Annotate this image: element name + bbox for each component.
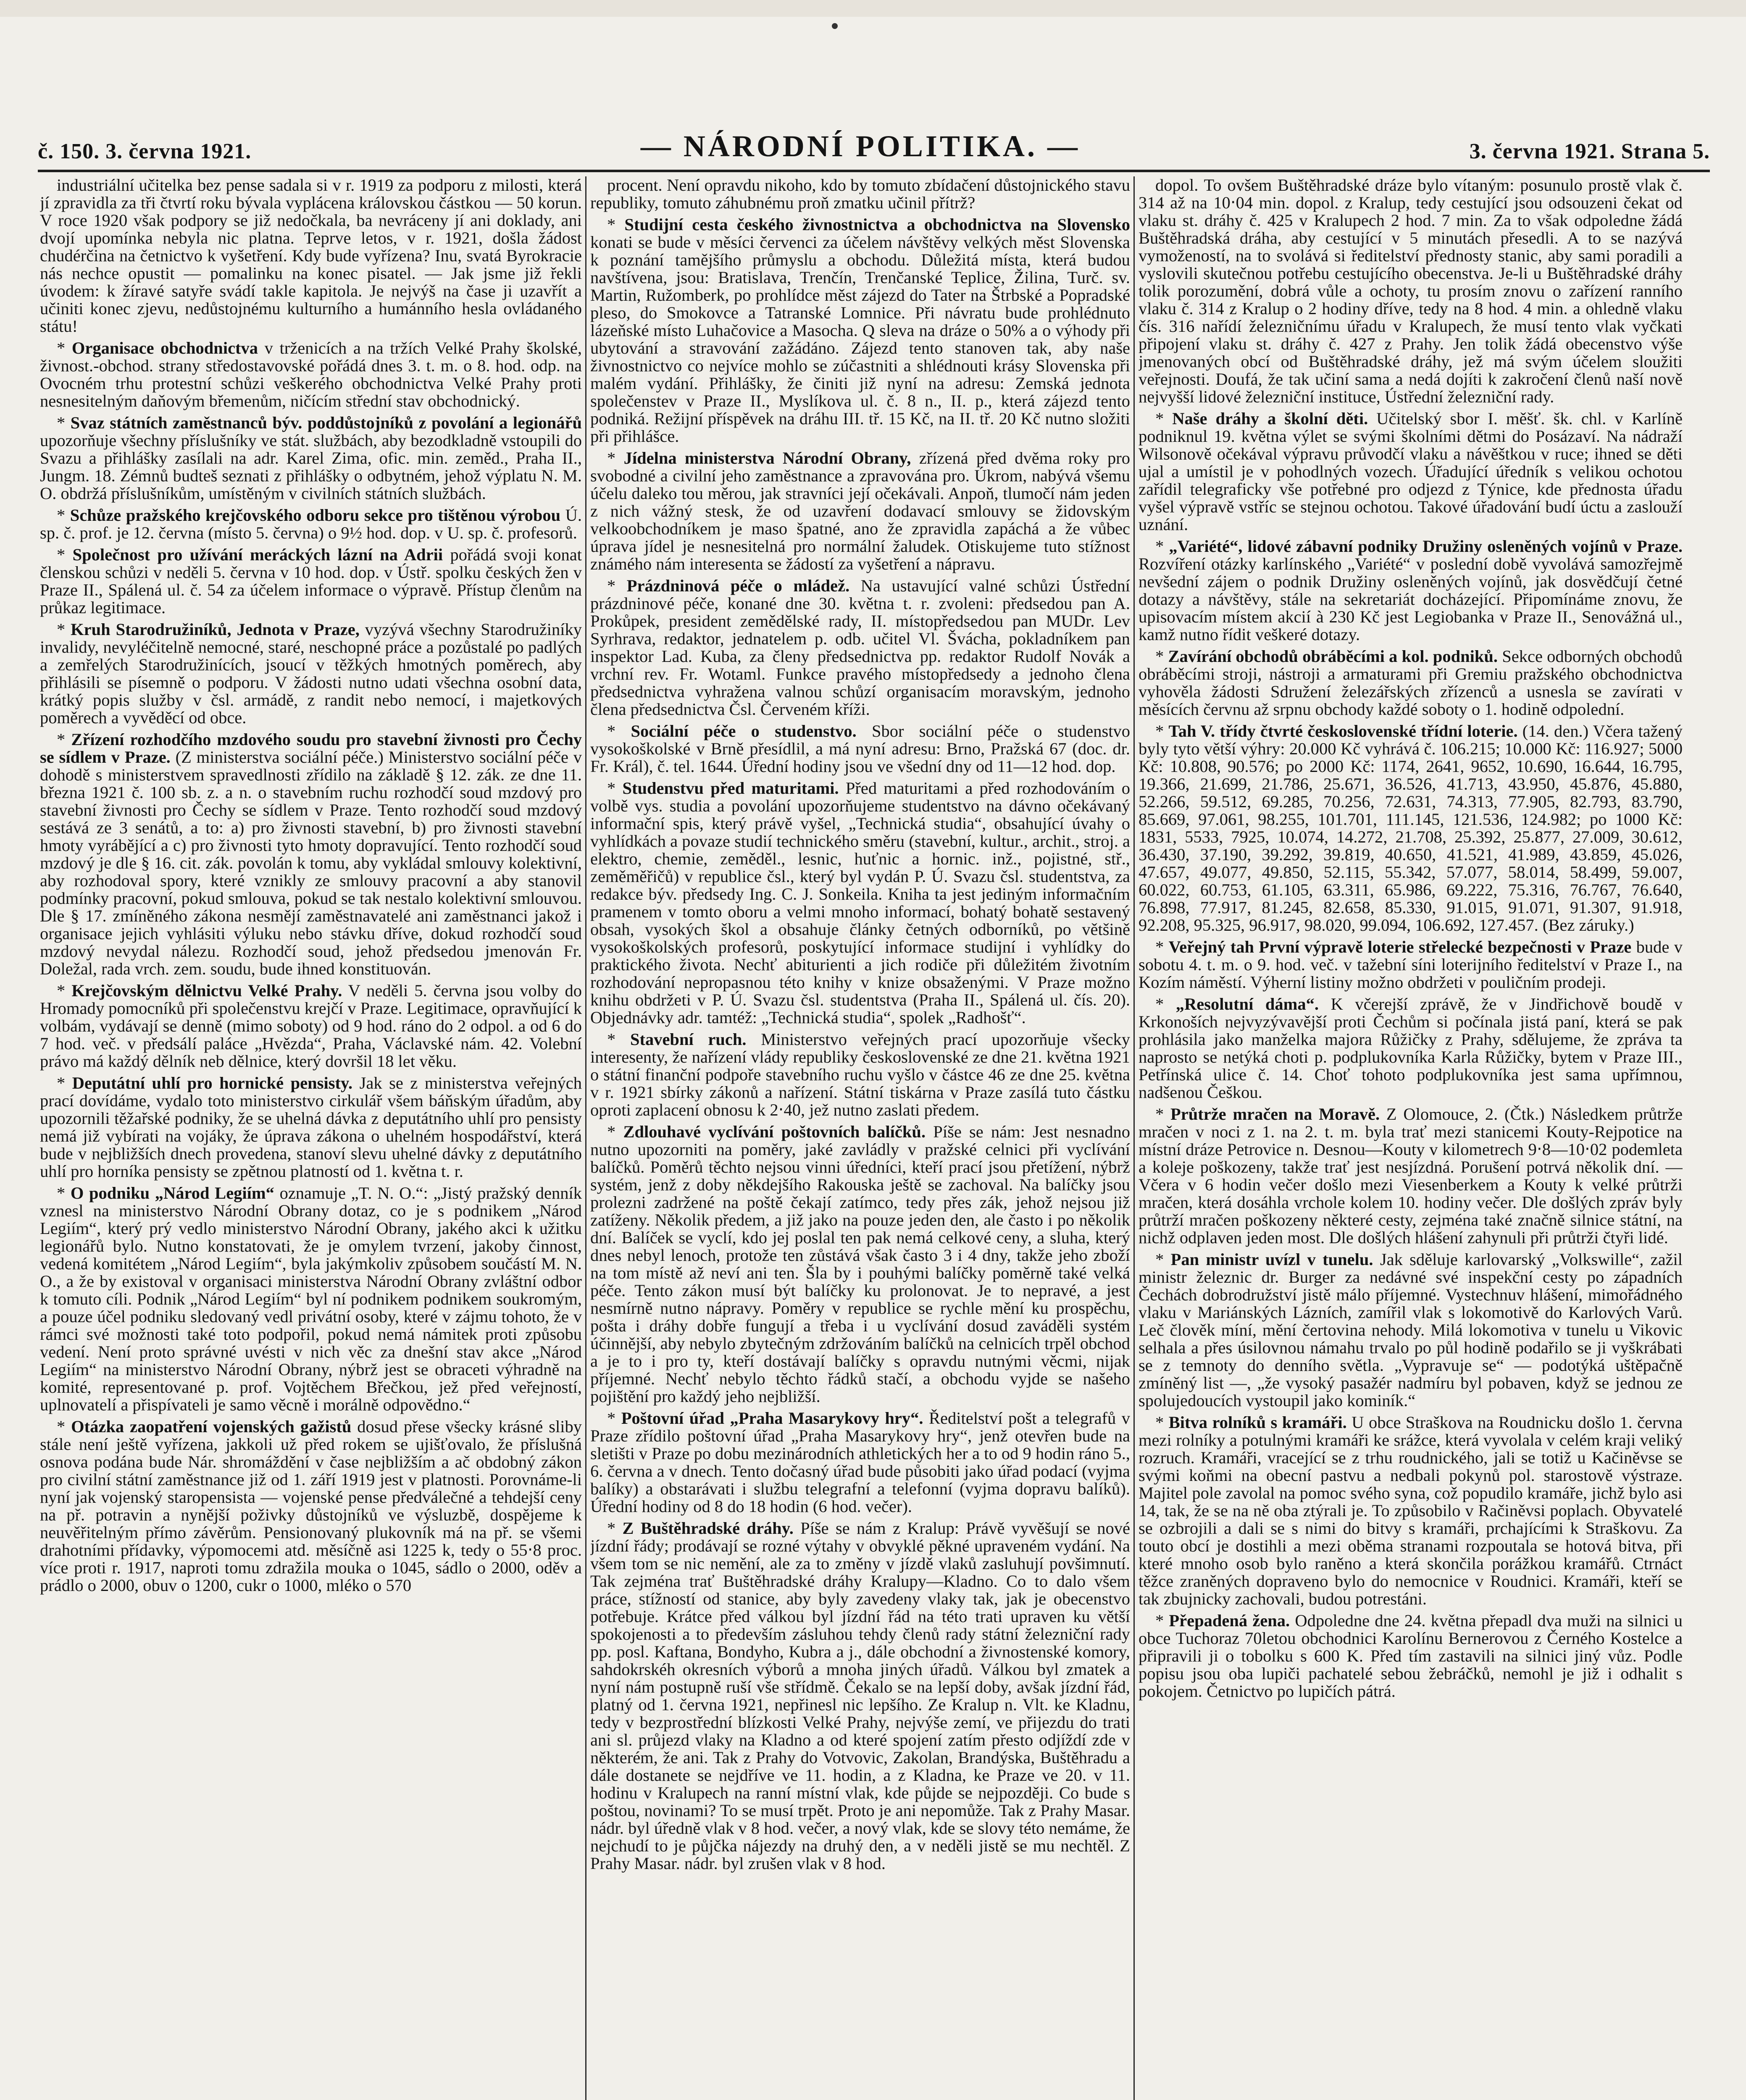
news-text: zřízená před dvěma roky pro svobodné a civilní jeho zaměstnance a zpravována pro. Úkrom, nabývá všemu účelu daleko tou měrou, jak stravníci její očekávali. Anpoň, tlumočí nám jeden z nich vážný stesk, že od uzavření dodavací smlouvy se židovským velkoobchodníkem je maso špatné, ano že zpravidla zapáchá a že vůbec úprava jídel je nesnesitelná pro normální žaludek. Otiskujeme tuto stížnost známého nám interesenta se žádostí za vyšetření a nápravu. (590, 449, 1130, 573)
news-text: dopol. To ovšem Buštěhradské dráze bylo vítaným: posunulo prostě vlak č. 314 až na 10‧04 min. dopol. z Kralup, tedy cestující jsou odsouzeni čekat od vlaku st. dráhy č. 425 v Kralupech 2 hod. 7 min. Za to však odpoledne žádá Buštěhradská dráha, aby cestující v 5 minutách přesedli. A to se nazývá vymožeností, na to svolává si ředitelství přednosty stanic, aby sami poradili a vyslovili skutečnou potřebu cestujícího obecenstva. Je-li u Buštěhradské dráhy tolik porozumění, dobrá vůle a ochoty, tu prosím znovu o zařízení ranního vlaku č. 314 z Kralup o 2 hodiny dříve, tedy na 8 hod. 4 min. a ohledně vlaku čís. 316 nařídí železničnímu úřadu v Kralupech, že musí tento vlak vyčkati připojení vlaku st. dráhy č. 427 z Prahy. Jen tolik žádá obecenstvo výše jmenovaných obcí od Buštěhradské dráhy, jež má svým účelem sloužiti veřejnosti. Doufá, že tak učiní sama a nedá dojíti k zakročení členů naší nově nejvyšší lidové železniční instituce, Ústřední železniční rady. (1139, 176, 1683, 406)
news-headline: Přepadená žena. (1169, 1611, 1290, 1630)
news-paragraph: * Krejčovským dělnictvu Velké Prahy. V neděli 5. června jsou volby do Hromady pomocníků při společenstvu krejčí v Praze. Legitimace, opravňující k volbám, vydávají se denně (mimo soboty) od 9 hod. ráno do 2 odpol. a od 6 do 7 hod. več. v předsálí paláce „Hvězda“, Praha, Václavské nám. 42. Volební právo má každý dělník neb dělnice, který dovršil 18 let věku. (40, 981, 582, 1071)
news-headline: Jídelna ministerstva Národní Obrany, (623, 449, 911, 467)
header-issue-date: č. 150. 3. června 1921. (38, 139, 252, 163)
news-text: Ředitelství pošt a telegrafů v Praze zřídilo poštovní úřad „Praha Masarykovy hry“, jenž otevřen bude na sletišti v Praze po dobu mezinárodních athletických her a to od 9 hodin ráno 5., 6. června a v dnech. Tento dočasný úřad bude působiti jako úřad podací (vyjma balíky) a obstarávati i službu telegrafní a telefonní (vyjma dopravu balíků). Úřední hodiny od 8 do 18 hodin (6 hod. večer). (590, 1409, 1130, 1516)
news-item (40, 982, 582, 1070)
news-paragraph: * Společnost pro užívání meráckých lázní na Adrii pořádá svoji konat členskou schůzi v neděli 5. června v 10 hod. dop. v Ústř. spolku českých žen v Praze II., Spálená ul. č. 54 za účelem informace o výpravě. Přístup členům na průkaz legitimace. (40, 545, 582, 617)
news-paragraph (590, 176, 1130, 212)
news-text: Na ustavující valné schůzi Ústřední prázdninové péče, konané dne 30. května t. r. zvoleni: předsedou pan A. Prokůpek, president zemědělské rady, II. místopředsedou pan MUDr. Lev Syrhrava, redaktor, jednatelem p. odb. učitel Vl. Švácha, pokladníkem pan inspektor Lad. Kuba, za členy předsednictva pp. redaktor Rudolf Novák a vrchní rev. Fr. Wotaml. Funkce pravého místopředsedy a jednoho člena předsednictva vyhražena valnou schůzí organisacím moravským, jednoho člena předsednictva Čsl. Červeném kříži. (590, 576, 1130, 719)
news-text: (Z ministerstva sociální péče.) Ministerstvo sociální péče v dohodě s ministerstvem spravedlnosti zřídilo na základě § 12. zák. ze dne 11. března 1921 č. 100 sb. z. a n. o stavebním ruchu rozhodčí soud mzdový pro stavební živnosti pro Čechy se sídlem v Praze. Tento rozhodčí soud mzdový sestává ze 3 senátů, a to: a) pro živnosti stavební, b) pro živnosti stavební hmoty vyrábějící a c) pro živnosti tyto hmoty dopravující. Tento rozhodčí soud mzdový je dle § 16. cit. zák. povolán k tomu, aby vykládal smlouvy kolektivní, aby rozhodoval spory, které vznikly ze smlouvy pracovní a aby stanovil podmínky pracovní, pokud smlouva, pokud se tak nestalo kolektivní smlouvou. Dle § 17. zmíněného zákona nesmějí zaměstnavatelé ani zaměstnanci jakož i organisace jejich vyhlásiti výluku nebo stávku dříve, dokud rozhodčí soud mzdový nevydal nálezu. Rozhodčí soud, jehož předsedou jmenován Fr. Doležal, rada vrch. zem. soudu, bude ihned konstituován. (40, 748, 582, 978)
news-headline: Tah V. třídy čtvrté československé třídní loterie. (1168, 722, 1518, 740)
news-paragraph: * Schůze pražského krejčovského odboru sekce pro tištěnou výrobou Ú. sp. č. prof. je 12. června (místo 5. června) o 9½ hod. dop. v U. sp. č. profesorů. (40, 506, 582, 542)
news-paragraph: * Zdlouhavé vyclívání poštovních balíčků. Píše se nám: Jest nesnadno nutno upozorniti na poměry, jaké zavládly v pražské celnici při vyclívání balíčků. Poměrů těchto nejsou vinni úředníci, kteří prací jsou přetížení, nýbrž systém, jenž z doby někdejšího Rakouska ještě se zachoval. Na balíčky jsou prolezni zadržené na poště čekají zatímco, tedy přes zák, jehož nejsou již zatíženy. Několik předem, a již jako na pouze jeden den, ale často i po několik dní. Balíček se vyclí, kdo jej poslal ten pak nemá celkové ceny, a sluha, který dnes nebyl lenoch, protože ten zůstává však často 3 i 4 dny, takže jeho zboží na tom místě až neví ani ten. Šla by i pouhými balíčky poměrně také velká péče. Tento zákon musí být balíčky ku prolonovat. Je to nepravé, a jest nesmírně nutno nápravy. Poměry v republice se rychle mění ku prospěchu, pošta i dráhy dobře fungují a třeba i u vyclívání dosud zaváděli systém účinnější, aby nebylo zbytečným zdržováním balíčků na celnicích trpěl obchod a je to i pro ty, kteří dostávají balíčky s opravdu nutnými věcmi, nijak příjemné. Nechť nebylo těchto řádků stačí, a obchodu vyjde se našeho pojištění pro každý jeho nejbližší. (590, 1122, 1130, 1406)
news-paragraph: * Tah V. třídy čtvrté československé třídní loterie. (14. den.) Včera tažený byly tyto větší výhry: 20.000 Kč vyhrává č. 106.215; 10.000 Kč: 116.927; 5000 Kč: 10.808, 90.576; po 2000 Kč: 1174, 2641, 9652, 10.690, 16.644, 16.795, 19.366, 21.699, 21.786, 25.671, 36.526, 41.713, 43.950, 45.876, 45.880, 52.266, 59.512, 69.285, 70.256, 72.631, 74.313, 77.905, 82.793, 83.790, 85.669, 97.061, 98.255, 101.701, 111.145, 121.536, 124.982; po 1000 Kč: 1831, 5533, 7925, 10.074, 14.272, 21.708, 25.392, 25.877, 27.009, 30.612, 36.430, 37.190, 39.292, 39.819, 40.650, 41.521, 41.989, 43.859, 45.026, 47.657, 49.077, 49.850, 52.115, 55.342, 57.077, 58.014, 58.499, 59.007, 60.022, 60.753, 61.105, 63.311, 65.986, 69.222, 75.316, 76.767, 76.640, 76.898, 77.917, 81.245, 82.658, 85.330, 91.015, 91.071, 91.307, 91.918, 92.208, 95.325, 96.917, 98.020, 99.094, 106.692, 127.457. (Bez záruky.) (1139, 722, 1683, 934)
news-text: industriální učitelka bez pense sadala si v r. 1919 za podporu z milosti, která jí zpravidla za tři čtvrtí roku bývala vyplácena královskou částkou — 50 korun. V roce 1920 však podpory se již nedočkala, ba nevráceny jí ani doklady, ani dvojí upomínka nebyla nic platna. Teprve letos, v r. 1921, došla žádost chudérčina na četnictvo k vyšetření. Kdy bude vyřízena? Inu, svatá Byrokracie nás nechce opustit — pomalinku na konec pisatel. — Jak jsme již řekli úvodem: k žíravé satyře svádí takle kapitola. Je nejvýš na čase ji uzavřít a učiniti konec zjevu, nedůstojnému kulturního a humánního hesla ovládaného státu! (40, 176, 582, 336)
news-paragraph: * Průtrže mračen na Moravě. Z Olomouce, 2. (Čtk.) Následkem průtrže mračen v noci z 1. na 2. t. m. byla trať mezi stanicemi Kouty-Rejpotice na místní dráze Petrovice n. Desnou—Kouty v kilometrech 9‧8—10‧02 podemleta a koleje poškozeny, takže trať jest nesjízdná. Porušení potrvá několik dní. — Včera v 6 hodin večer došlo mezi Viesenberkem a Kouty k velké průtrži mračen, která dosáhla vrchole kolem 10. hodiny večer. Dle došlých zpráv byly průtrží mračen poškozeny některé cesty, zejména také značně silnice státní, na nichž odplaven jeden most. Dle došlých hlášení zahynuli při průtrži čtyři lidé. (1139, 1105, 1683, 1247)
header-page-number: 3. června 1921. Strana 5. (1469, 139, 1710, 163)
news-headline: O podniku „Národ Legiím“ (70, 1184, 274, 1202)
news-text: procent. Není opravdu nikoho, kdo by tomuto zbídačení důstojnického stavu republiky, tomuto záhubnému proň zmatku učinil přítrž? (590, 176, 1130, 212)
news-item (40, 1184, 582, 1414)
news-paragraph: * O podniku „Národ Legiím“ oznamuje „T. N. O.“: „Jistý pražský denník vznesl na ministerstvo Národní Obrany dotaz, co je s podnikem „Národ Legiím“, který prý vedlo ministerstvo Národní Obrany, jakého akci k užitku legionářů bylo. Nutno konstatovati, že je omylem tvrzení, jakoby činnost, vedená komitétem „Národ Legiím“, byla jakýmkoliv způsobem součástí M. N. O., a že by existoval v organisaci ministerstva Národní Obrany zvláštní odbor k tomuto cíli. Podnik „Národ Legiím“ byl ní podnikem podnikem soukromým, a pouze účel podniku sledovaný vedl privátní osoby, které v zájmu tohoto, že v rámci své možnosti také toto podpořil, pokud nemá námitek proti způsobu vedení. Není proto správné uvésti v nich věc za dnešní stav akce „Národ Legiím“ na ministerstvo Národní Obrany, nýbrž jest se obraceti výhradně na komité, representované p. prof. Vojtěchem Břečkou, jež před veřejností, uplnovatelí a přispívateli je samo věcně i morálně odpovědno.“ (40, 1184, 582, 1414)
news-headline: Pan ministr uvízl v tunelu. (1170, 1250, 1373, 1269)
column-3 (1139, 176, 1683, 2100)
news-paragraph: * Otázka zaopatření vojenských gažistů dosud přese všecky krásné sliby stále není ještě vyřízena, jakkoli už před rokem se ujišťovalo, že příslušná osnova podána bude Nár. shromáždění v čase nejbližším a ač obdobný zákon pro civilní státní zaměstnance již od 1. září 1919 jest v platnosti. Porovnáme-li nyní jak vojenský staropensista — vojenské pense předválečné a tehdejší ceny na př. potravin a nynější poživky důstojníků ve výsluzbě, dospějeme k neuvěřitelným přímo závěrům. Pensionovaný plukovník má na př. se všemi drahotními přídavky, výpomocemi atd. měsíčně asi 1225 k, tedy o 55‧8 proc. více proti r. 1917, naproti tomu zdražila mouka o 1045, sádlo o 2000, oděv a prádlo o 2000, obuv o 1200, cukr o 1000, mléko o 570 (40, 1417, 582, 1595)
news-paragraph: * Studenstvu před maturitami. Před maturitami a před rozhodováním o volbě vys. studia a povolání upozorňujeme studentstvo na dávno očekávaný informační spis, který právě vyšel, „Technická studia“, obsahující úvahy o vyhlídkách a povaze studií technického směru (stavební, kultur., archit., stroj. a elektro, chemie, zeměděl., lesnic, huťnic a hornic. inž., pojistné, stř., zeměměřičů) v republice čsl., který byl vydán P. Ú. Svazu čsl. studentstva, za redakce býv. předsedy Ing. C. J. Sonkeila. Kniha ta jest jediným informačním pramenem v tomto oboru a velmi mnoho informací, bohatý bohatě sestavený obsah, vysokých škol a obsahuje články četných odborníků, po většině vysokoškolských profesorů, poskytující informace studijní i vyhlídky do praktického života. Nechť abiturienti a jich rodiče při důležitém životním rozhodování nepropasnou této knihy v knize obsaženými. V Praze možno knihu obdržeti v P. Ú. Svazu čsl. studentstva (Praha II., Spálená ul. čís. 20). Objednávky adr. tamtéž: „Technická studia“, spolek „Radhošť“. (590, 779, 1130, 1027)
news-headline: Průtrže mračen na Moravě. (1170, 1105, 1380, 1124)
news-text: V neděli 5. června jsou volby do Hromady pomocníků při společenstvu krejčí v Praze. Legitimace, opravňující k volbám, vydávají se denně (mimo soboty) od 9 hod. ráno do 2 odpol. a od 6 do 7 hod. več. v předsálí paláce „Hvězda“, Praha, Václavské nám. 42. Volební právo má každý dělník neb dělnice, který dovršil 18 let věku. (40, 981, 582, 1071)
news-headline: Studenstvu před maturitami. (622, 779, 839, 798)
news-headline: Krejčovským dělnictvu Velké Prahy. (71, 981, 342, 1000)
news-item (1139, 176, 1683, 406)
news-item (590, 577, 1130, 718)
news-text: Ministerstvo veřejných prací upozorňuje všecky interesenty, že nařízení vlády republiky československé ze dne 21. května 1921 o státní finanční podpoře stavebního ruchu vyšlo v částce 46 ze dne 25. května v r. 1921 sbírky zákonů a nařízení. Státní tiskárna v Praze zasílá tuto částku oproti zaplacení obnosu k 2‧40, jež nutno zaslati předem. (590, 1030, 1130, 1119)
news-text: Jak sděluje karlovarský „Volkswille“, zažil ministr železnic dr. Burger za nedávné své inspekční cesty po západních Čechách dobrodružství jistě málo příjemné. Vystechnuv hlášení, mimořádného vlaku v Mariánských Lázních, zamířil vlak s lokomotivě do Karlových Varů. Leč člověk míní, mění čertovina nehody. Milá lokomotiva v tunelu u Vikovic selhala a přes úsilovnou námahu trvalo po půl hodině podařilo se ji vyškrábati se z temnoty do denního světla. „Vypravuje se“ — podotýká uštěpačně zmíněný list —, „že vysoký pasažér nadmíru byl pobaven, když se jednou ze spolujedoucích vystoupil jako kominík.“ (1139, 1250, 1683, 1410)
page-header (38, 126, 1710, 172)
news-paragraph: * Sociální péče o studenstvo. Sbor sociální péče o studenstvo vysokoškolské v Brně přesídlil, a má nyní adresu: Brno, Pražská 67 (doc. dr. Fr. Král), č. tel. 1644. Úřední hodiny jsou ve všední dny od 11—12 hod. dop. (590, 722, 1130, 776)
news-headline: Otázka zaopatření vojenských gažistů (71, 1417, 352, 1436)
news-text: vyzývá všechny Starodružiníky invalidy, nevyléčitelně nemocné, staré, neschopné práce a pozůstalé po padlých a zemřelých Starodružinících, jsoucí v těžkých hmotných poměrech, aby přihlásili se písemně o podporu. V žádosti nutno udati všechna osobní data, krátký popis služby v čsl. armádě, z randit nebo nemocí, i majetkových poměrech a vyvěděcí od obce. (40, 620, 582, 727)
news-item (1139, 648, 1683, 718)
news-text: dosud přese všecky krásné sliby stále není ještě vyřízena, jakkoli už před rokem se ujišťovalo, že příslušná osnova podána bude Nár. shromáždění v čase nejbližším a ač obdobný zákon pro civilní státní zaměstnance již od 1. září 1919 jest v platnosti. Porovnáme-li nyní jak vojenský staropensista — vojenské pense předválečné a tehdejší ceny na př. potravin a nynější poživky důstojníků ve výsluzbě, dospějeme k neuvěřitelným přímo závěrům. Pensionovaný plukovník má na př. se všemi drahotními přídavky, výpomocemi atd. měsíčně asi 1225 k, tedy o 55‧8 proc. více proti r. 1917, naproti tomu zdražila mouka o 1045, sádlo o 2000, oděv a prádlo o 2000, obuv o 1200, cukr o 1000, mléko o 570 (40, 1417, 582, 1595)
ink-spot (832, 23, 838, 29)
news-headline: Společnost pro užívání meráckých lázní na Adrii (72, 545, 443, 564)
news-item (40, 1418, 582, 1594)
column-2 (590, 176, 1130, 2100)
news-item (590, 216, 1130, 445)
news-item (1139, 410, 1683, 533)
news-item (1139, 722, 1683, 934)
news-text: Píše se nám: Jest nesnadno nutno upozorniti na poměry, jaké zavládly v pražské celnici při vyclívání balíčků. Poměrů těchto nejsou vinni úředníci, kteří prací jsou přetížení, nýbrž systém, jenž z doby někdejšího Rakouska ještě se zachoval. Na balíčky jsou prolezni zadržené na poště čekají zatímco, tedy přes zák, jehož nejsou již zatíženy. Několik předem, a již jako na pouze jeden den, ale často i po několik dní. Balíček se vyclí, kdo jej poslal ten pak nemá celkové ceny, a sluha, který dnes nebyl lenoch, protože ten zůstává však často 3 i 4 dny, takže jeho zboží na tom místě až neví ani ten. Šla by i pouhými balíčky poměrně také velká péče. Tento zákon musí být balíčky ku prolonovat. Je to nepravé, a jest nesmírně nutno nápravy. Poměry v republice se rychle mění ku prospěchu, pošta i dráhy dobře fungují a třeba i u vyclívání dosud zaváděli systém účinnější, aby nebylo zbytečným zdržováním balíčků na celnicích trpěl obchod a je to i pro ty, kteří dostávají balíčky s opravdu nutnými věcmi, nijak příjemné. Nechť nebylo těchto řádků stačí, a obchodu vyjde se našeho pojištění pro každý jeho nejbližší. (590, 1122, 1130, 1406)
news-headline: Poštovní úřad „Praha Masarykovy hry“. (621, 1409, 923, 1428)
news-text: Ú. sp. č. prof. je 12. června (místo 5. června) o 9½ hod. dop. v U. sp. č. profesorů. (40, 506, 582, 542)
news-paragraph: * Naše dráhy a školní děti. Učitelský sbor I. měšť. šk. chl. v Karlíně podniknul 19. května výlet se svými školními dětmi do Posázaví. Na nádraží Wilsonově očekával výpravu průvodčí vlaku a návěštkou v ruce; ihned se děti ujal a umístil je v pohodlných vozech. Úřadující úředník s velikou ochotou zařídil telegraficky vše potřebné pro odjezd z Týnice, kde přednosta úřadu vyšel výpravě vstříc se stejnou ochotou. Takové úřadování budí úctu a zaslouží uznání. (1139, 409, 1683, 534)
news-text: Odpoledne dne 24. května přepadl dva muži na silnici u obce Tuchoraz 70letou obchodnici Karolínu Bernerovou z Černého Kostelce a připravili ji o tobolku s 600 K. Před tím zastavili na silnici jiný vůz. Podle popisu jsou oba lupiči pachatelé sebou žebráčků, nemohl je již i odhalit s pokojem. Četnictvo po lupičích pátrá. (1139, 1611, 1683, 1701)
news-paragraph: * Kruh Starodružiníků, Jednota v Praze, vyzývá všechny Starodružiníky invalidy, nevyléčitelně nemocné, staré, neschopné práce a pozůstalé po padlých a zemřelých Starodružinících, jsoucí v těžkých hmotných poměrech, aby přihlásili se písemně o podporu. V žádosti nutno udati všechna osobní data, krátký popis služby v čsl. armádě, z randit nebo nemocí, i majetkových poměrech a vyvěděcí od obce. (40, 620, 582, 727)
news-item (40, 507, 582, 542)
news-headline: „Resolutní dáma“. (1175, 995, 1319, 1013)
news-text: upozorňuje všechny příslušníky ve stát. službách, aby bezodkladně vstoupili do Svazu a přihlášky zasílali na adr. Karel Zima, ofic. min. zeměd., Praha II., Jungm. 18. Zémnů budteš seznati z přihlášky o odbytném, jehož výplatu N. M. O. obdržá příslušníkům, umístěným v civilních státních službách. (40, 431, 582, 503)
news-paragraph (40, 176, 582, 335)
news-text: U obce Straškova na Roudnicku došlo 1. června mezi rolníky a potulnými kramáři ke srážce, která vyvolala v celém kraji veliký rozruch. Kramáři, vracející se z trhu roudnického, jali se totiž u Kačiněvse se svými koňmi na obecní pastvu a nedbali pokynů pol. starostově výstraze. Majitel pole zavolal na pomoc svého syna, což popudilo kramáře, jichž bylo asi 14, tak, že se na ně oba ztýrali je. To způsobilo v Račiněvsi poplach. Obyvatelé se ozbrojili a dali se s nimi do bitvy s kramáři, prchajícími k Straškovu. Za touto obcí je dostihli a mezi oběma stranami rozpoutala se hotová bitva, při které mnoho osob bylo raněno a která skončila porážkou kramářů. Ctrnáct těžce zraněných dopraveno bylo do nemocnice v Roudnici. Kramáři, kteří se tak zbujnicky zachovali, budou potrestáni. (1139, 1413, 1683, 1608)
news-item (1139, 1105, 1683, 1247)
news-headline: Zdlouhavé vyclívání poštovních balíčků. (623, 1122, 926, 1141)
news-headline: Studijní cesta českého živnostnictva a obchodnictva na Slovensko (624, 215, 1130, 234)
page-edge (0, 0, 1746, 17)
news-item (590, 1123, 1130, 1405)
news-text: Jak se z ministerstva veřejných prací dovídáme, vydalo toto ministerstvo cirkulář všem báňským úřadům, aby upozornili těžařské podniky, že se uhelná dávka z deputátního uhlí pro pensisty nemá již vybírati na vojáky, že úprava zákona o uhelném hospodářství, která bude v nejbližších dnech provedena, stanoví slevu uhelné dávky z deputátního uhlí pro horníka pensisty se zpětnou platností od 1. května t. r. (40, 1074, 582, 1181)
news-headline: Sociální péče o studenstvo. (631, 722, 857, 740)
news-paragraph: * „Resolutní dáma“. K včerejší zprávě, že v Jindřichově boudě v Krkonoších nejvyzývavější proti Čechům si počínala jistá paní, která se pak prohlásila jako manželka majora Růžičky z Prahy, sdělujeme, že zpráva ta naprosto se netýká choti p. podplukovníka Karla Růžičky, bytem v Praze III., Petřínská ulice č. 14. Choť tohoto podplukovníka jest sama upřímnou, nadšenou Češkou. (1139, 995, 1683, 1102)
news-headline: Schůze pražského krejčovského odboru sekce pro tištěnou výrobou (70, 506, 561, 525)
news-item (1139, 1612, 1683, 1700)
news-headline: Bitva rolníků s kramáři. (1168, 1413, 1347, 1432)
news-paragraph: * Organisace obchodnictva v trženicích a na tržích Velké Prahy školské, živnost.-obchod. strany středostavovské pořádá dnes 3. t. m. o 8. hod. odp. na Ovocném trhu protestní schůzi veškerého obchodnictva Velké Prahy proti nesnesitelným daňovým břemenům, ničícím střední stav obchodnický. (40, 339, 582, 410)
news-item (590, 780, 1130, 1026)
news-paragraph: * Zavírání obchodů obráběcími a kol. podniků. Sekce odborných obchodů obráběcími stroji, nástroji a armaturami při Gremiu pražského obchodnictva vyhověla žádosti Sdružení železářských zřízenců a usnesla se zavírati v měsících červnu až srpnu obchody každé soboty o 1. hodině odpolední. (1139, 647, 1683, 719)
news-paragraph: * Zřízení rozhodčího mzdového soudu pro stavební živnosti pro Čechy se sídlem v Praze. (Z ministerstva sociální péče.) Ministerstvo sociální péče v dohodě s ministerstvem spravedlnosti zřídilo na základě § 12. zák. ze dne 11. března 1921 č. 100 sb. z. a n. o stavebním ruchu rozhodčí soud mzdový pro stavební živnosti pro Čechy se sídlem v Praze. Tento rozhodčí soud mzdový sestává ze 3 senátů, a to: a) pro živnosti stavební, b) pro živnosti stavební hmoty vyrábějící a c) pro živnosti tyto hmoty dopravující. Tento rozhodčí soud mzdový je dle § 16. cit. zák. povolán k tomu, aby vykládal smlouvy kolektivní, aby rozhodoval spory, které vznikly ze smlouvy pracovní a aby stanovil podmínky pracovní, pokud smlouva, pokud se tak nestalo kolektivní smlouvou. Dle § 17. zmíněného zákona nesmějí zaměstnavatelé ani zaměstnanci jakož i organisace jejich vyhlásiti výluku nebo stávku dříve, dokud rozhodčí soud mzdový nevydal nálezu. Rozhodčí soud, jehož předsedou jmenován Fr. Doležal, rada vrch. zem. soudu, bude ihned konstituován. (40, 730, 582, 978)
news-item (590, 1520, 1130, 1872)
news-item (590, 1410, 1130, 1515)
news-text: v trženicích a na tržích Velké Prahy školské, živnost.-obchod. strany středostavovské pořádá dnes 3. t. m. o 8. hod. odp. na Ovocném trhu protestní schůzi veškerého obchodnictva Velké Prahy proti nesnesitelným daňovým břemenům, ničícím střední stav obchodnický. (40, 339, 582, 410)
news-item (1139, 1251, 1683, 1410)
news-item (40, 621, 582, 727)
column-divider (1133, 176, 1135, 2100)
news-headline: Organisace obchodnictva (71, 339, 258, 357)
news-paragraph: * Studijní cesta českého živnostnictva a obchodnictva na Slovensko konati se bude v měsíci červenci za účelem návštěvy velkých měst Slovenska k poznání tamějšího průmyslu a obchodu. Důležitá místa, která budou navštívena, jsou: Bratislava, Trenčín, Trenčanské Teplice, Žilina, Turč. sv. Martin, Ružomberk, po prohlídce měst zájezd do Tater na Štrbské a Popradské pleso, do Smokovce a Tatranské Lomnice. Při návratu bude prohlédnuto lázeňské místo Luhačovice a Masocha. Q sleva na dráze o 50% a o výhody při ubytování a stravování zažádáno. Zájezd tento stanoven tak, aby naše živnostnictvo co nejvíce mohlo se zúčastniti a shlédnouti krásy Slovenska při malém vydání. Přihlášky, že činiti již nyní na adresu: Zemská jednota společenstev v Praze II., Myslíkova ul. č. 8 n., II. p., která zájezd tento podniká. Režijní příspěvek na dráhu III. tř. 15 Kč, na II. tř. 20 Kč nutno složiti při přihlášce. (590, 215, 1130, 446)
news-paragraph: * Jídelna ministerstva Národní Obrany, zřízená před dvěma roky pro svobodné a civilní jeho zaměstnance a zpravována pro. Úkrom, nabývá všemu účelu daleko tou měrou, jak stravníci její očekávali. Anpoň, tlumočí nám jeden z nich vážný stesk, že od uzavření dodavací smlouvy se židovským velkoobchodníkem je maso špatné, ano že zpravidla zapáchá a že vůbec úprava jídel je nesnesitelná pro normální žaludek. Otiskujeme tuto stížnost známého nám interesenta se žádostí za vyšetření a nápravu. (590, 449, 1130, 573)
news-text: Učitelský sbor I. měšť. šk. chl. v Karlíně podniknul 19. května výlet se svými školními dětmi do Posázaví. Na nádraží Wilsonově očekával výpravu průvodčí vlaku a návěštkou v ruce; ihned se děti ujal a umístil je v pohodlných vozech. Úřadující úředník s velikou ochotou zařídil telegraficky vše potřebné pro odjezd z Týnice, kde přednosta úřadu vyšel výpravě vstříc se stejnou ochotou. Takové úřadování budí úctu a zaslouží uznání. (1139, 409, 1683, 534)
news-text: (14. den.) Včera tažený byly tyto větší výhry: 20.000 Kč vyhrává č. 106.215; 10.000 Kč: 116.927; 5000 Kč: 10.808, 90.576; po 2000 Kč: 1174, 2641, 9652, 10.690, 16.644, 16.795, 19.366, 21.699, 21.786, 25.671, 36.526, 41.713, 43.950, 45.876, 45.880, 52.266, 59.512, 69.285, 70.256, 72.631, 74.313, 77.905, 82.793, 83.790, 85.669, 97.061, 98.255, 101.701, 111.145, 121.536, 124.982; po 1000 Kč: 1831, 5533, 7925, 10.074, 14.272, 21.708, 25.392, 25.877, 27.009, 30.612, 36.430, 37.190, 39.292, 39.819, 40.650, 41.521, 41.989, 43.859, 45.026, 47.657, 49.077, 49.850, 52.115, 55.342, 57.077, 58.014, 58.499, 59.007, 60.022, 60.753, 61.105, 63.311, 65.986, 69.222, 75.316, 76.767, 76.640, 76.898, 77.917, 81.245, 82.658, 85.330, 91.015, 91.071, 91.307, 91.918, 92.208, 95.325, 96.917, 98.020, 99.094, 106.692, 127.457. (Bez záruky.) (1139, 722, 1683, 934)
news-text: Píše se nám z Kralup: Právě vyvěšují se nové jízdní řády; prodávají se rozné výtahy v obvyklé pěkné upraveném vydání. Na všem tom se nic nemění, ale za to změny v jízdě vlaků zasluhují povšimnutí. Tak zejména trať Buštěhradské dráhy Kralupy—Kladno. Co to dalo všem práce, stížností od stanice, aby byly zavedeny vlaky tak, jak je obecenstvo potřebuje. Krátce před válkou byl jízdní řád na této trati upraven ku větší spokojenosti a to především zásluhou tehdy členů rady státní železniční rady pp. posl. Kaftana, Bondyho, Kubra a j., dále obchodní a živnostenské komory, sahdokrskéh okresních výborů a mnoha jiných úřadů. Válkou byl zmatek a nyní nám postupně ruší vše střídmě. Čekalo se na lepší doby, avšak jízdní řád, platný od 1. června 1921, nepřinesl nic lepšího. Ze Kralup n. Vlt. ke Kladnu, tedy v bezprostřední blízkosti Velké Prahy, nejvýše zemí, ve přijezdu do trati ani sl. průjezd vlaky na Kladno a od které spojení zatím přesto odjíždí zde v některém, že ani. Tak z Prahy do Votvovic, Zakolan, Brandýska, Buštěhradu a dále dostanete se nejdříve ve 11. hodin, a z Kladna, ke Praze ve 20. v 11. hodinu v Kralupech na ranní místní vlak, kde půjde se nejpozději. Co bude s poštou, novinami? To se musí trpět. Proto je ani nepomůže. Tak z Prahy Masar. nádr. byl úředně vlak v 8 hod. večer, a nový vlak, kde se slovy této nemáme, že nejchudí to je půjčka nájezdy na druhý den, a v neděli jistě se mu nechtěl. Z Prahy Masar. nádr. byl zrušen vlak v 8 hod. (590, 1519, 1130, 1873)
news-text: bude v sobotu 4. t. m. o 9. hod. več. v tažební síni loterijního ředitelství v Praze I., na Kozím náměstí. Výherní listiny možno obdržeti v pouličním prodeji. (1139, 937, 1683, 992)
news-text: Před maturitami a před rozhodováním o volbě vys. studia a povolání upozorňujeme studentstvo na dávno očekávaný informační spis, který právě vyšel, „Technická studia“, obsahující úvahy o vyhlídkách a povaze studií technického směru (stavební, kultur., archit., stroj. a elektro, chemie, zeměděl., lesnic, huťnic a hornic. inž., pojistné, stř., zeměměřičů) v republice čsl., který byl vydán P. Ú. Svazu čsl. studentstva, za redakce býv. předsedy Ing. C. J. Sonkeila. Kniha ta jest jediným informačním pramenem v tomto oboru a velmi mnoho informací, bohatý bohatě sestavený obsah, vysokých škol a obsahuje články četných odborníků, po většině vysokoškolských profesorů, poskytující informace studijní i vyhlídky do praktického života. Nechť abiturienti a jich rodiče při důležitém životním rozhodování nepropasnou této knihy v knize obsaženými. V Praze možno knihu obdržeti v P. Ú. Svazu čsl. studentstva (Praha II., Spálená ul. čís. 20). Objednávky adr. tamtéž: „Technická studia“, spolek „Radhošť“. (590, 779, 1130, 1027)
news-headline: Z Buštěhradské dráhy. (622, 1519, 794, 1538)
news-item (590, 722, 1130, 775)
news-headline: Kruh Starodružiníků, Jednota v Praze, (71, 620, 360, 639)
news-item (590, 449, 1130, 573)
news-paragraph: * Veřejný tah První výpravě loterie střelecké bezpečnosti v Praze bude v sobotu 4. t. m. o 9. hod. več. v tažební síni loterijního ředitelství v Praze I., na Kozím náměstí. Výherní listiny možno obdržeti v pouličním prodeji. (1139, 937, 1683, 992)
news-text: K včerejší zprávě, že v Jindřichově boudě v Krkonoších nejvyzývavější proti Čechům si počínala jistá paní, která se pak prohlásila jako manželka majora Růžičky z Prahy, sdělujeme, že zpráva ta naprosto se netýká choti p. podplukovníka Karla Růžičky, bytem v Praze III., Petřínská ulice č. 14. Choť tohoto podplukovníka jest sama upřímnou, nadšenou Češkou. (1139, 995, 1683, 1102)
news-headline: Veřejný tah První výpravě loterie střelecké bezpečnosti v Praze (1168, 937, 1632, 956)
news-headline: Zavírání obchodů obráběcími a kol. podniků. (1168, 647, 1498, 666)
news-text: Sekce odborných obchodů obráběcími stroji, nástroji a armaturami při Gremiu pražského obchodnictva vyhověla žádosti Sdružení železářských zřízenců a usnesla se zavírati v měsících červnu až srpnu obchody každé soboty o 1. hodině odpolední. (1139, 647, 1683, 719)
column-1 (40, 176, 582, 2100)
news-item (1139, 538, 1683, 643)
news-paragraph: * Deputátní uhlí pro hornické pensisty. Jak se z ministerstva veřejných prací dovídáme, vydalo toto ministerstvo cirkulář všem báňským úřadům, aby upozornili těžařské podniky, že se uhelná dávka z deputátního uhlí pro pensisty nemá již vybírati na vojáky, že úprava zákona o uhelném hospodářství, která bude v nejbližších dnech provedena, stanoví slevu uhelné dávky z deputátního uhlí pro horníka pensisty se zpětnou platností od 1. května t. r. (40, 1074, 582, 1181)
news-headline: Naše dráhy a školní děti. (1172, 409, 1368, 428)
news-text: konati se bude v měsíci červenci za účelem návštěvy velkých měst Slovenska k poznání tamějšího průmyslu a obchodu. Důležitá místa, která budou navštívena, jsou: Bratislava, Trenčín, Trenčanské Teplice, Žilina, Turč. sv. Martin, Ružomberk, po prohlídce měst zájezd do Tater na Štrbské a Popradské pleso, do Smokovce a Tatranské Lomnice. Při návratu bude prohlédnuto lázeňské místo Luhačovice a Masocha. Q sleva na dráze o 50% a o výhody při ubytování a stravování zažádáno. Zájezd tento stanoven tak, aby naše živnostnictvo co nejvíce mohlo se zúčastniti a shlédnouti krásy Slovenska při malém vydání. Přihlášky, že činiti již nyní na adresu: Zemská jednota společenstev v Praze II., Myslíkova ul. č. 8 n., II. p., která zájezd tento podniká. Režijní příspěvek na dráhu III. tř. 15 Kč, na II. tř. 20 Kč nutno složiti při přihlášce. (590, 233, 1130, 446)
news-item (40, 731, 582, 978)
news-item (1139, 995, 1683, 1101)
news-text: pořádá svoji konat členskou schůzi v neděli 5. června v 10 hod. dop. v Ústř. spolku českých žen v Praze II., Spálená ul. č. 54 za účelem informace o výpravě. Přístup členům na průkaz legitimace. (40, 545, 582, 617)
news-text: Rozvíření otázky karlínského „Variété“ v poslední době vyvolává samozřejmě nevšední zájem o podnik Družiny osleněných vojínů, jak dosvědčují četné dotazy a návštěvy, stále na sekretariát docházející. Připomínáme znovu, že upisovacím místem akcií à 230 Kč jest Legiobanka v Praze II., Senovážná ul., kamž nutno řídit veškeré dotazy. (1139, 554, 1683, 644)
news-paragraph: * Stavební ruch. Ministerstvo veřejných prací upozorňuje všecky interesenty, že nařízení vlády republiky československé ze dne 21. května 1921 o státní finanční podpoře stavebního ruchu vyšlo v částce 46 ze dne 25. května v r. 1921 sbírky zákonů a nařízení. Státní tiskárna v Praze zasílá tuto částku oproti zaplacení obnosu k 2‧40, jež nutno zaslati předem. (590, 1030, 1130, 1119)
news-item (1139, 938, 1683, 991)
news-item (40, 339, 582, 410)
news-item (40, 1074, 582, 1180)
news-text: Z Olomouce, 2. (Čtk.) Následkem průtrže mračen v noci z 1. na 2. t. m. byla trať mezi stanicemi Kouty-Rejpotice na místní dráze Petrovice n. Desnou—Kouty v kilometrech 9‧8—10‧02 podemleta a koleje poškozeny, takže trať jest nesjízdná. Porušení potrvá několik dní. — Včera v 6 hodin večer došlo mezi Viesenberkem a Kouty k velké průtrži mračen, která dosáhla vrchole kolem 10. hodiny večer. Dle došlých zpráv byly průtrží mračen poškozeny některé cesty, zejména také značně silnice státní, na nichž odplaven jeden most. Dle došlých hlášení zahynuli při průtrži čtyři lidé. (1139, 1105, 1683, 1247)
news-paragraph: * „Variété“, lidové zábavní podniky Družiny osleněných vojínů v Praze. Rozvíření otázky karlínského „Variété“ v poslední době vyvolává samozřejmě nevšední zájem o podnik Družiny osleněných vojínů, jak dosvědčují četné dotazy a návštěvy, stále na sekretariát docházející. Připomínáme znovu, že upisovacím místem akcií à 230 Kč jest Legiobanka v Praze II., Senovážná ul., kamž nutno řídit veškeré dotazy. (1139, 537, 1683, 644)
news-headline: Svaz státních zaměstnanců býv. poddůstojníků z povolání a legionářů (70, 413, 582, 432)
news-paragraph: * Svaz státních zaměstnanců býv. poddůstojníků z povolání a legionářů upozorňuje všechny příslušníky ve stát. službách, aby bezodkladně vstoupili do Svazu a přihlášky zasílali na adr. Karel Zima, ofic. min. zeměd., Praha II., Jungm. 18. Zémnů budteš seznati z přihlášky o odbytném, jehož výplatu N. M. O. obdržá příslušníkům, umístěným v civilních státních službách. (40, 413, 582, 503)
news-item (590, 1031, 1130, 1119)
news-paragraph: * Z Buštěhradské dráhy. Píše se nám z Kralup: Právě vyvěšují se nové jízdní řády; prodávají se rozné výtahy v obvyklé pěkné upraveném vydání. Na všem tom se nic nemění, ale za to změny v jízdě vlaků zasluhují povšimnutí. Tak zejména trať Buštěhradské dráhy Kralupy—Kladno. Co to dalo všem práce, stížností od stanice, aby byly zavedeny vlaky tak, jak je obecenstvo potřebuje. Krátce před válkou byl jízdní řád na této trati upraven ku větší spokojenosti a to především zásluhou tehdy členů rady státní železniční rady pp. posl. Kaftana, Bondyho, Kubra a j., dále obchodní a živnostenské komory, sahdokrskéh okresních výborů a mnoha jiných úřadů. Válkou byl zmatek a nyní nám postupně ruší vše střídmě. Čekalo se na lepší doby, avšak jízdní řád, platný od 1. června 1921, nepřinesl nic lepšího. Ze Kralup n. Vlt. ke Kladnu, tedy v bezprostřední blízkosti Velké Prahy, nejvýše zemí, ve přijezdu do trati ani sl. průjezd vlaky na Kladno a od které spojení zatím přesto odjíždí zde v některém, že ani. Tak z Prahy do Votvovic, Zakolan, Brandýska, Buštěhradu a dále dostanete se nejdříve ve 11. hodin, a z Kladna, ke Praze ve 20. v 11. hodinu v Kralupech na ranní místní vlak, kde půjde se nejpozději. Co bude s poštou, novinami? To se musí trpět. Proto je ani nepomůže. Tak z Prahy Masar. nádr. byl úředně vlak v 8 hod. večer, a nový vlak, kde se slovy této nemáme, že nejchudí to je půjčka nájezdy na druhý den, a v neděli jistě se mu nechtěl. Z Prahy Masar. nádr. byl zrušen vlak v 8 hod. (590, 1519, 1130, 1873)
news-paragraph: * Bitva rolníků s kramáři. U obce Straškova na Roudnicku došlo 1. června mezi rolníky a potulnými kramáři ke srážce, která vyvolala v celém kraji veliký rozruch. Kramáři, vracející se z trhu roudnického, jali se totiž u Kačiněvse se svými koňmi na obecní pastvu a nedbali pokynů pol. starostově výstraze. Majitel pole zavolal na pomoc svého syna, což popudilo kramáře, jichž bylo asi 14, tak, že se na ně oba ztýrali je. To způsobilo v Račiněvsi poplach. Obyvatelé se ozbrojili a dali se s nimi do bitvy s kramáři, prchajícími k Straškovu. Za touto obcí je dostihli a mezi oběma stranami rozpoutala se hotová bitva, při které mnoho osob bylo raněno a která skončila porážkou kramářů. Ctrnáct těžce zraněných dopraveno bylo do nemocnice v Roudnici. Kramáři, kteří se tak zbujnicky zachovali, budou potrestáni. (1139, 1413, 1683, 1608)
column-divider (585, 176, 586, 2100)
news-headline: Zřízení rozhodčího mzdového soudu pro stavební živnosti pro Čechy se sídlem v Praze. (40, 730, 582, 766)
news-headline: Stavební ruch. (630, 1030, 747, 1049)
news-item (1139, 1414, 1683, 1608)
news-headline: Deputátní uhlí pro hornické pensisty. (72, 1074, 353, 1092)
news-paragraph: * Prázdninová péče o mládež. Na ustavující valné schůzi Ústřední prázdninové péče, konané dne 30. května t. r. zvoleni: předsedou pan A. Prokůpek, president zemědělské rady, II. místopředsedou pan MUDr. Lev Syrhrava, redaktor, jednatelem p. odb. učitel Vl. Švácha, pokladníkem pan inspektor Lad. Kuba, za členy předsednictva pp. redaktor Rudolf Novák a vrchní rev. Fr. Wotaml. Funkce pravého místopředsedy a jednoho člena předsednictva vyhražena valnou schůzí organisacím moravským, jednoho člena předsednictva Čsl. Červeném kříži. (590, 576, 1130, 719)
news-item (590, 176, 1130, 212)
news-headline: „Variété“, lidové zábavní podniky Družiny osleněných vojínů v Praze. (1169, 537, 1683, 556)
news-paragraph (1139, 176, 1683, 406)
news-item (40, 414, 582, 502)
news-item (40, 546, 582, 617)
news-text: oznamuje „T. N. O.“: „Jistý pražský denník vznesl na ministerstvo Národní Obrany dotaz, co je s podnikem „Národ Legiím“, který prý vedlo ministerstvo Národní Obrany, jakého akci k užitku legionářů bylo. Nutno konstatovati, že je omylem tvrzení, jakoby činnost, vedená komitétem „Národ Legiím“, byla jakýmkoliv způsobem součástí M. N. O., a že by existoval v organisaci ministerstva Národní Obrany zvláštní odbor k tomuto cíli. Podnik „Národ Legiím“ byl ní podnikem podnikem soukromým, a pouze účel podniku sledovaný vedl privátní osoby, které v zájmu tohoto, že v rámci své možnosti také toto podpořil, pokud nemá námitek proti způsobu vedení. Není proto správné uvésti v nich věc za dnešní stav akce „Národ Legiím“ na ministerstvo Národní Obrany, nýbrž jest se obraceti výhradně na komité, representované p. prof. Vojtěchem Břečkou, jež před veřejností, uplnovatelí a přispívateli je samo věcně i morálně odpovědno.“ (40, 1184, 582, 1414)
news-paragraph: * Pan ministr uvízl v tunelu. Jak sděluje karlovarský „Volkswille“, zažil ministr železnic dr. Burger za nedávné své inspekční cesty po západních Čechách dobrodružství jistě málo příjemné. Vystechnuv hlášení, mimořádného vlaku v Mariánských Lázních, zamířil vlak s lokomotivě do Karlových Varů. Leč člověk míní, mění čertovina nehody. Milá lokomotiva v tunelu u Vikovic selhala a přes úsilovnou námahu trvalo po půl hodině podařilo se ji vyškrábati se z temnoty do denního světla. „Vypravuje se“ — podotýká uštěpačně zmíněný list —, „že vysoký pasažér nadmíru byl pobaven, když se jednou ze spolujedoucích vystoupil jako kominík.“ (1139, 1250, 1683, 1410)
news-paragraph: * Poštovní úřad „Praha Masarykovy hry“. Ředitelství pošt a telegrafů v Praze zřídilo poštovní úřad „Praha Masarykovy hry“, jenž otevřen bude na sletišti v Praze po dobu mezinárodních athletických her a to od 9 hodin ráno 5., 6. června a v dnech. Tento dočasný úřad bude působiti jako úřad podací (vyjma balíky) a obstarávati i službu telegrafní a telefonní (vyjma dopravu balíků). Úřední hodiny od 8 do 18 hodin (6 hod. večer). (590, 1409, 1130, 1516)
news-headline: Prázdninová péče o mládež. (626, 576, 850, 595)
newspaper-title: — NÁRODNÍ POLITIKA. — (640, 129, 1080, 163)
news-item (40, 176, 582, 335)
news-paragraph: * Přepadená žena. Odpoledne dne 24. května přepadl dva muži na silnici u obce Tuchoraz 70letou obchodnici Karolínu Bernerovou z Černého Kostelce a připravili ji o tobolku s 600 K. Před tím zastavili na silnici jiný vůz. Podle popisu jsou oba lupiči pachatelé sebou žebráčků, nemohl je již i odhalit s pokojem. Četnictvo po lupičích pátrá. (1139, 1611, 1683, 1701)
news-text: Sbor sociální péče o studenstvo vysokoškolské v Brně přesídlil, a má nyní adresu: Brno, Pražská 67 (doc. dr. Fr. Král), č. tel. 1644. Úřední hodiny jsou ve všední dny od 11—12 hod. dop. (590, 722, 1130, 776)
